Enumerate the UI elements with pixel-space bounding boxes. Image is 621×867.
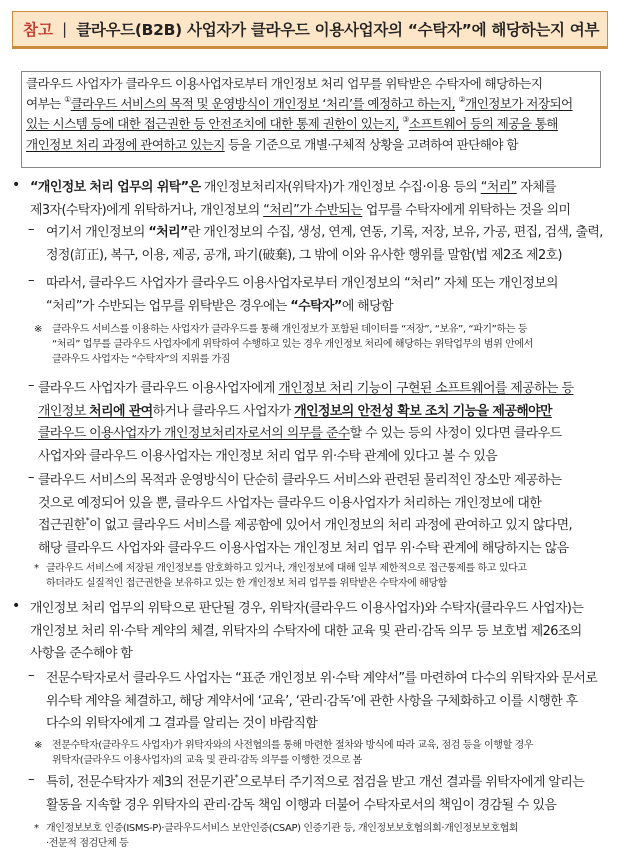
- note-marker: ※: [34, 324, 43, 335]
- footnote-star: *: [85, 516, 90, 525]
- text: 활동을 지속할 경우 위탁자의 관리·감독 책임 이행과 더불어 수탁자로서의 책임이 경감될 수 있음: [46, 797, 557, 813]
- emph-text: 클라우드 이용사업자가 개인정보처리자로서의 의무를 준수: [38, 426, 350, 441]
- text: 따라서, 클라우드 사업자가 클라우드 이용사업자로부터 개인정보의 “처리” 자체 또는 개인정보의: [46, 276, 558, 291]
- text-line: [30, 621, 611, 644]
- footnote-star: *: [234, 773, 238, 782]
- circled-number-3: ③: [402, 115, 409, 125]
- text-line: [46, 273, 611, 296]
- dash-item-6: [46, 772, 611, 817]
- bullet-2: [30, 598, 611, 666]
- criterion-3-cont: 개인정보 처리 과정에 관여하고 있는지: [26, 136, 225, 152]
- footnote-marker: *: [34, 563, 39, 574]
- text: 자체를: [516, 180, 557, 195]
- note-line: [52, 352, 612, 367]
- text: 이 없고 클라우드 서비스를 제공함에 있어서 개인정보의 처리 과정에 관여하고 있지 않다면,: [89, 518, 573, 533]
- emph-text: “수탁자”: [290, 298, 342, 314]
- note-line: [52, 753, 612, 768]
- bullet-marker: •: [12, 598, 21, 614]
- text: 다수의 위탁자에게 그 결과를 알리는 것이 바람직함: [46, 716, 318, 731]
- text: 사업자와 클라우드 이용사업자는 개인정보 처리 업무 위·수탁 관계에 있다고 볼 수 있음: [38, 448, 498, 464]
- text-line: [38, 515, 611, 538]
- note-text: 클라우드 서비스에 저장된 개인정보를 암호화하고 있거나, 개인정보에 대해 일부 제한적으로 접근통제를 하고 있다고: [46, 563, 527, 574]
- criterion-2: 개인정보가 저장되어: [465, 96, 573, 112]
- note-line: [52, 337, 612, 352]
- text: 특히, 전문수탁자가 제3의 전문기관: [46, 775, 235, 790]
- text-line: [46, 222, 611, 245]
- note-line: [46, 576, 611, 591]
- emph-text: 개인정보 처리 기능이 구현된 소프트웨어를 제공하는 등: [278, 381, 574, 396]
- circled-number-2: ②: [458, 95, 466, 105]
- dash-item-2: [46, 273, 611, 318]
- text: 할 수 있는 등의 사정이 있다면 클라우드: [349, 426, 562, 441]
- summary-text: 여부는: [26, 96, 65, 112]
- text: 전문수탁자로서 클라우드 사업자는 “표준 개인정보 위·수탁 계약서”를 마련하여 다수의 위탁자와 문서로: [46, 671, 598, 686]
- text-line: [46, 795, 611, 818]
- text-line: [30, 598, 611, 621]
- note-line: [46, 561, 611, 576]
- text: 클라우드 서비스의 목적과 운영방식이 단순히 클라우드 서비스와 관련된 물리적인 장소만 제공하는: [38, 473, 562, 488]
- note-text: 개인정보보호 인증(ISMS-P)·클라우드서비스 보안인증(CSAP) 인증기관 등, 개인정보보호협의회·개인정보보호협회: [46, 823, 519, 834]
- note-line: [52, 322, 612, 337]
- text: 클라우드 사업자가 클라우드 이용사업자에게: [38, 381, 279, 396]
- emph-text: “처리”가 수반되는: [263, 202, 363, 218]
- title-separator: |: [61, 20, 68, 38]
- dash-marker: –: [28, 222, 35, 237]
- text-line: [38, 493, 611, 516]
- dash-marker: –: [28, 470, 35, 485]
- summary-text: 등을 기준으로 개별·구체적 상황을 고려하여 판단해야 함: [224, 136, 518, 152]
- emph-text: 처리에 관여: [89, 403, 153, 419]
- text: 여기서 개인정보의: [46, 225, 149, 240]
- dash-item-3: [38, 378, 611, 468]
- dash-marker: –: [28, 668, 35, 683]
- note-2: [46, 561, 611, 591]
- emph-text: 개인정보: [38, 403, 90, 419]
- text: 정정(訂正), 복구, 이용, 제공, 공개, 파기(破棄), 그 밖에 이와 유사한 행위를 말함(법 제2조 제2호): [46, 247, 563, 263]
- text-line: [38, 401, 611, 424]
- note-1: [52, 322, 612, 367]
- page-title: 클라우드(B2B) 사업자가 클라우드 이용사업자의 “수탁자”에 해당하는지 여부: [76, 21, 600, 39]
- text-line: [46, 296, 611, 319]
- dash-marker: –: [28, 273, 35, 288]
- note-line: [46, 821, 611, 836]
- note-text: 전문수탁자(클라우드 사업자)가 위탁자와의 사전협의를 통해 마련한 절차와 방식에 따라 교육, 점검 등을 이행할 경우: [52, 740, 534, 751]
- dash-item-5: [46, 668, 611, 736]
- text-line: [38, 423, 611, 446]
- note-3: [52, 738, 612, 768]
- criterion-2-cont: 있는 시스템 등에 대한 접근권한 등 안전조치에 대한 통제 권한이 있는지,: [26, 116, 399, 132]
- text: 해당 클라우드 사업자와 클라우드 이용사업자는 개인정보 처리 업무 위·수탁 관계에 해당하지는 않음: [38, 540, 569, 556]
- summary-text: 클라우드 사업자가 클라우드 이용사업자로부터 개인정보 처리 업무를 위탁받은 수탁자에 해당하는지: [26, 76, 543, 91]
- dash-item-4: [38, 470, 611, 560]
- text: 란 개인정보의 수집, 생성, 연계, 연동, 기록, 저장, 보유, 가공, 편집, 검색, 출력,: [187, 225, 603, 240]
- note-line: [46, 836, 611, 851]
- text-line: [30, 643, 611, 666]
- text: 위수탁 계약을 체결하고, 해당 계약서에 ‘교육’, ‘관리·감독’에 관한 사항을 구체화하고 이를 시행한 후: [46, 693, 578, 709]
- text-line: [46, 668, 611, 691]
- summary-box: [21, 71, 601, 168]
- term-heading: “개인정보 처리 업무의 위탁”은: [30, 180, 201, 195]
- text: 제3자(수탁자)에게 위탁하거나, 개인정보의: [30, 202, 264, 218]
- summary-line: [26, 94, 596, 114]
- text: 으로부터 주기적으로 점검을 받고 개선 결과를 위탁자에게 알리는: [237, 775, 585, 790]
- text: 개인정보 처리 업무의 위탁으로 판단될 경우, 위탁자(클라우드 이용사업자)와 수탁자(클라우드 사업자)는: [30, 601, 584, 616]
- text-line: [30, 200, 610, 223]
- summary-line: [26, 74, 596, 94]
- text-line: [38, 378, 611, 401]
- note-line: [52, 738, 612, 753]
- text: 에 해당함: [341, 298, 393, 314]
- text: 것으로 예정되어 있을 뿐, 클라우드 사업자는 클라우드 이용사업자가 처리하는 개인정보에 대한: [38, 495, 542, 511]
- note-text: 하더라도 실질적인 접근권한을 보유하고 있는 한 개인정보 처리 업무를 위탁받은 수탁자에 해당함: [46, 578, 447, 589]
- note-text: 클라우드 서비스를 이용하는 사업자가 클라우드를 통해 개인정보가 포함된 데이터를 “저장”, “보유”, “파기”하는 등: [52, 324, 528, 335]
- text-line: [46, 691, 611, 714]
- bullet-1: [30, 177, 610, 222]
- text: 개인정보처리자(위탁자)가 개인정보 수집·이용 등의: [200, 180, 481, 195]
- section-title-bar: [12, 11, 608, 49]
- text-line: [38, 538, 611, 561]
- criterion-3: 소프트웨어 등의 제공을 통해: [408, 116, 558, 132]
- emph-text: “처리”: [480, 180, 517, 195]
- note-marker: ※: [34, 740, 43, 751]
- summary-line: [26, 114, 596, 134]
- reference-tag: 참고: [23, 21, 53, 39]
- note-text: 위탁자(클라우드 이용사업자)의 교육 및 관리·감독 의무를 이행한 것으로 봄: [52, 755, 362, 766]
- text: 사항을 준수해야 함: [30, 646, 133, 661]
- footnote-marker: *: [34, 823, 39, 834]
- text: “처리”가 수반되는 업무를 위탁받은 경우에는: [46, 298, 291, 314]
- criterion-1: 클라우드 서비스의 목적 및 운영방식이 개인정보 ‘처리’를 예정하고 하는지,: [70, 96, 456, 112]
- dash-marker: –: [28, 378, 35, 393]
- dash-marker: –: [28, 772, 35, 787]
- text: 하거나 클라우드 사업자가: [152, 403, 295, 419]
- text-line: [38, 446, 611, 469]
- text-line: [46, 245, 611, 268]
- text-line: [30, 177, 610, 200]
- emph-text: 개인정보의 안전성 확보 조치 기능을 제공해야만: [294, 403, 552, 419]
- bullet-marker: •: [12, 177, 21, 193]
- note-text: “처리” 업무를 클라우드 사업자에게 위탁하여 수행하고 있는 경우 개인정보 처리에 해당하는 위탁업무의 범위 안에서: [52, 339, 533, 350]
- note-text: 클라우드 사업자는 “수탁자”의 지위를 가짐: [52, 354, 231, 365]
- text: 접근권한: [38, 518, 86, 533]
- text-line: [46, 713, 611, 736]
- circled-number-1: ①: [64, 95, 71, 105]
- text: 개인정보 처리 위·수탁 계약의 체결, 위탁자의 수탁자에 대한 교육 및 관리·감독 의무 등 보호법 제26조의: [30, 623, 582, 639]
- summary-line: [26, 135, 596, 155]
- emph-text: “처리”: [148, 225, 188, 240]
- note-4: [46, 821, 611, 851]
- text: 업무를 수탁자에게 위탁하는 것을 의미: [362, 202, 571, 218]
- dash-item-1: [46, 222, 611, 267]
- text-line: [38, 470, 611, 493]
- note-text: ·전문적 점검단체 등: [46, 838, 129, 849]
- text-line: [46, 772, 611, 795]
